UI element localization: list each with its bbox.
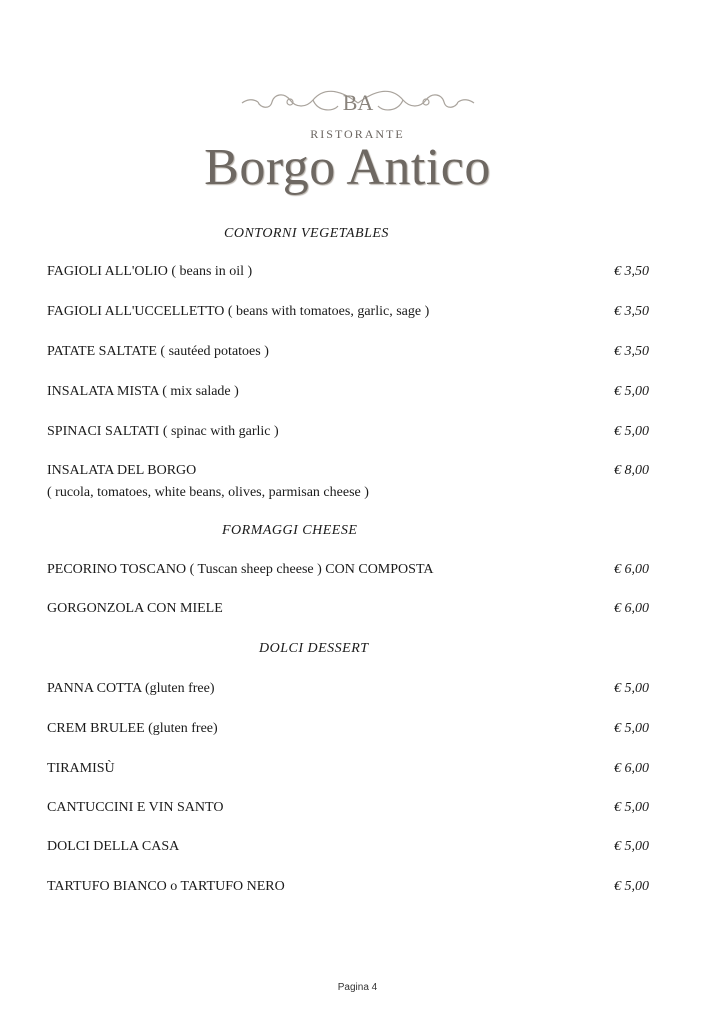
restaurant-subtitle: RISTORANTE	[310, 127, 405, 141]
restaurant-name: Borgo Antico	[204, 139, 491, 196]
menu-item-price: € 6,00	[614, 601, 649, 616]
menu-item-price: € 3,50	[614, 304, 649, 319]
menu-item-name: PATATE SALTATE ( sautéed potatoes )	[47, 344, 269, 359]
menu-item-name: CREM BRULEE (gluten free)	[47, 721, 218, 736]
menu-item-price: € 6,00	[614, 562, 649, 577]
section-title-dessert: DOLCI DESSERT	[259, 641, 369, 656]
menu-item-price: € 6,00	[614, 761, 649, 776]
menu-item-price: € 3,50	[614, 264, 649, 279]
menu-item-price: € 5,00	[614, 839, 649, 854]
section-title-vegetables: CONTORNI VEGETABLES	[224, 226, 389, 241]
menu-item-price: € 5,00	[614, 800, 649, 815]
menu-item-price: € 5,00	[614, 424, 649, 439]
menu-item-name: GORGONZOLA CON MIELE	[47, 601, 223, 616]
menu-item-name: TIRAMISÙ	[47, 761, 115, 776]
menu-item-name: INSALATA MISTA ( mix salade )	[47, 384, 239, 399]
menu-item-price: € 5,00	[614, 681, 649, 696]
section-title-cheese: FORMAGGI CHEESE	[222, 523, 358, 538]
menu-item-name: SPINACI SALTATI ( spinac with garlic )	[47, 424, 279, 439]
menu-item-name: FAGIOLI ALL'UCCELLETTO ( beans with tomatoes, garlic, sage )	[47, 304, 430, 319]
menu-item-price: € 5,00	[614, 879, 649, 894]
menu-item-name: DOLCI DELLA CASA	[47, 839, 180, 854]
ornament-icon	[238, 78, 478, 128]
menu-item-price: € 3,50	[614, 344, 649, 359]
restaurant-logo	[0, 78, 715, 128]
menu-item-price: € 5,00	[614, 721, 649, 736]
menu-item-name: INSALATA DEL BORGO	[47, 463, 197, 478]
menu-item-description: ( rucola, tomatoes, white beans, olives, parmisan cheese )	[47, 485, 369, 500]
menu-item-price: € 8,00	[614, 463, 649, 478]
menu-item-name: PANNA COTTA (gluten free)	[47, 681, 215, 696]
menu-item-name: TARTUFO BIANCO o TARTUFO NERO	[47, 879, 285, 894]
menu-item-name: CANTUCCINI E VIN SANTO	[47, 800, 224, 815]
menu-item-name: FAGIOLI ALL'OLIO ( beans in oil )	[47, 264, 253, 279]
menu-item-name: PECORINO TOSCANO ( Tuscan sheep cheese ) CON COMPOSTA	[47, 562, 434, 577]
page-number: Pagina 4	[337, 982, 378, 993]
menu-item-price: € 5,00	[614, 384, 649, 399]
logo-monogram: BA	[342, 90, 373, 115]
